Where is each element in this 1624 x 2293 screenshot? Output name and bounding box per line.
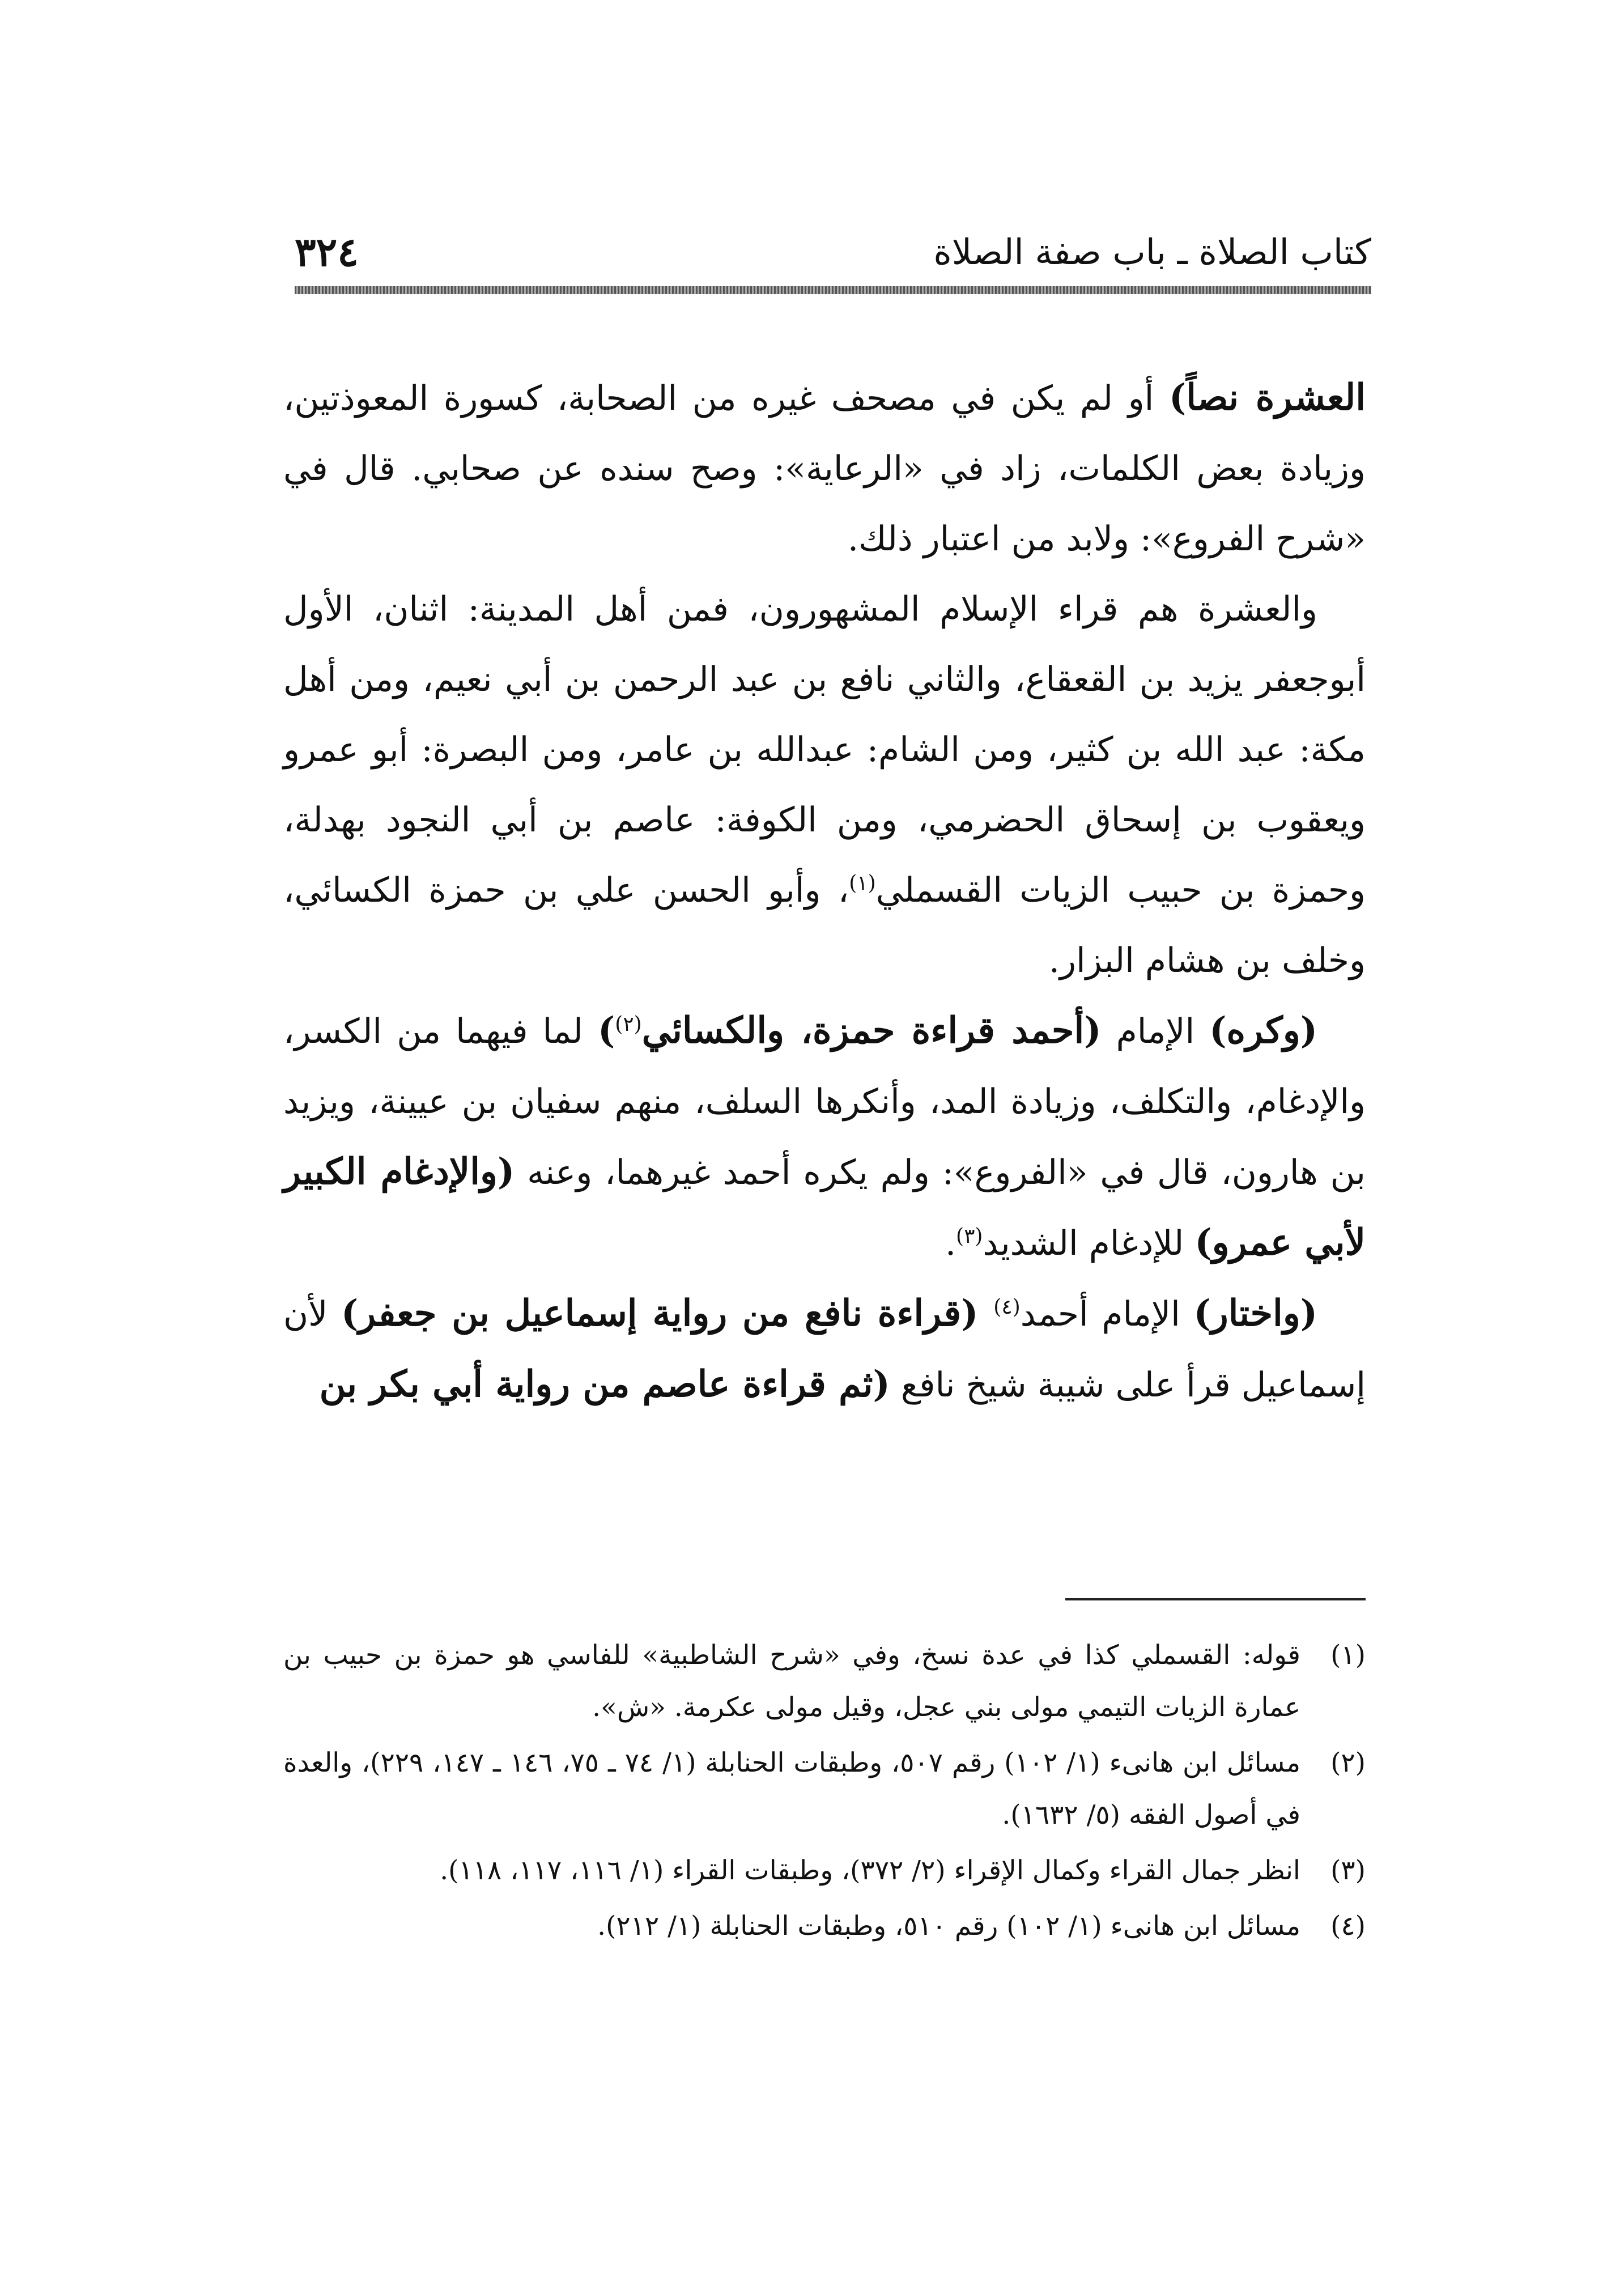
footnote-separator [1065, 1598, 1366, 1600]
footnote [283, 1737, 1366, 1841]
text-run: الإمام [1101, 1012, 1210, 1051]
bold-phrase: (قراءة نافع من رواية إسماعيل بن جعفر) [341, 1292, 994, 1335]
paragraph-1 [283, 363, 1366, 574]
bold-phrase: (ثم قراءة عاصم من رواية أبي بكر بن [319, 1363, 890, 1405]
text-run: . [945, 1224, 956, 1263]
footnotes [283, 1629, 1366, 1956]
footnote-number: (٤) [1330, 1910, 1366, 1942]
footnote-number: (١) [1330, 1640, 1366, 1671]
paragraph-4 [283, 1279, 1366, 1420]
text-run: للإدغام الشديد [983, 1224, 1195, 1263]
paragraph-2 [283, 574, 1366, 996]
bold-phrase: ) [598, 1009, 615, 1052]
footnote-ref-4[interactable]: (٤) [993, 1296, 1021, 1319]
bold-phrase: (وكره) [1209, 1009, 1317, 1052]
footnote-number: (٢) [1330, 1747, 1366, 1778]
text-run: والعشرة هم قراء الإسلام المشهورون، فمن أهل المدينة: اثنان، الأول أبوجعفر يزيد بن القعقاع، والثاني نافع بن عبد الرحمن بن أبي نعيم، ومن أهل مكة: عبد الله بن كثير، ومن الشام: عبدالله بن عامر، ومن البصرة: أبو عمرو ويعقوب بن إسحاق الحضرمي، ومن الكوفة: عاصم بن أبي النجود بهدلة، وحمزة بن حبيب الزيات القسملي [283, 589, 1366, 910]
footnote-text: انظر جمال القراء وكمال الإقراء (٢/ ٣٧٢)، وطبقات القراء (١/ ١١٦، ١١٧، ١١٨). [440, 1855, 1300, 1886]
text-run: لأن إسماعيل قرأ على شيبة شيخ نافع [283, 1294, 1366, 1405]
text-run: أو لم يكن في مصحف غيره من الصحابة، كسورة المعوذتين، وزيادة بعض الكلمات، زاد في «الرعاية»: وصح سنده عن صحابي. قال في «شرح الفروع»: ولابد من اعتبار ذلك. [283, 379, 1366, 559]
running-title: كتاب الصلاة ـ باب صفة الصلاة [933, 231, 1371, 273]
footnote-text: مسائل ابن هانىء (١/ ١٠٢) رقم ٥٠٧، وطبقات الحنابلة (١/ ٧٤ ـ ٧٥، ١٤٦ ـ ١٤٧، ٢٢٩)، والعدة في أصول الفقه (٥/ ١٦٣٢). [283, 1747, 1300, 1831]
page-number: ٣٢٤ [295, 228, 359, 275]
footnote-ref-1[interactable]: (١) [849, 872, 876, 895]
footnote [283, 1900, 1366, 1952]
footnote [283, 1629, 1366, 1734]
footnote-text: قوله: القسملي كذا في عدة نسخ، وفي «شرح الشاطبية» للفاسي هو حمزة بن حبيب بن عمارة الزيات التيمي مولى بني عجل، وقيل مولى عكرمة. «ش». [283, 1640, 1300, 1723]
text-run: لما فيهما من الكسر، والإدغام، والتكلف، وزيادة المد، وأنكرها السلف، منهم سفيان بن عيينة، ويزيد بن هارون، قال في «الفروع»: ولم يكره أحمد غيرهما، وعنه [283, 1012, 1366, 1192]
main-text [283, 363, 1366, 1420]
bold-phrase: (أحمد قراءة حمزة، والكسائي [641, 1009, 1102, 1052]
header-rule [295, 286, 1371, 294]
bold-phrase: العشرة نصاً) [1168, 376, 1366, 419]
footnote-ref-3[interactable]: (٣) [956, 1225, 983, 1248]
text-run: الإمام أحمد [1020, 1294, 1194, 1334]
page-header [295, 224, 1371, 286]
paragraph-3 [283, 996, 1366, 1279]
bold-phrase: (والإدغام الكبير لأبي عمرو) [283, 1150, 1366, 1264]
footnote-number: (٣) [1330, 1855, 1366, 1886]
footnote [283, 1845, 1366, 1897]
footnote-text: مسائل ابن هانىء (١/ ١٠٢) رقم ٥١٠، وطبقات الحنابلة (١/ ٢١٢). [597, 1910, 1300, 1942]
text-run: ، وأبو الحسن علي بن حمزة الكسائي، وخلف بن هشام البزار. [283, 871, 1366, 980]
bold-phrase: (واختار) [1193, 1292, 1318, 1335]
footnote-ref-2[interactable]: (٢) [615, 1013, 642, 1036]
